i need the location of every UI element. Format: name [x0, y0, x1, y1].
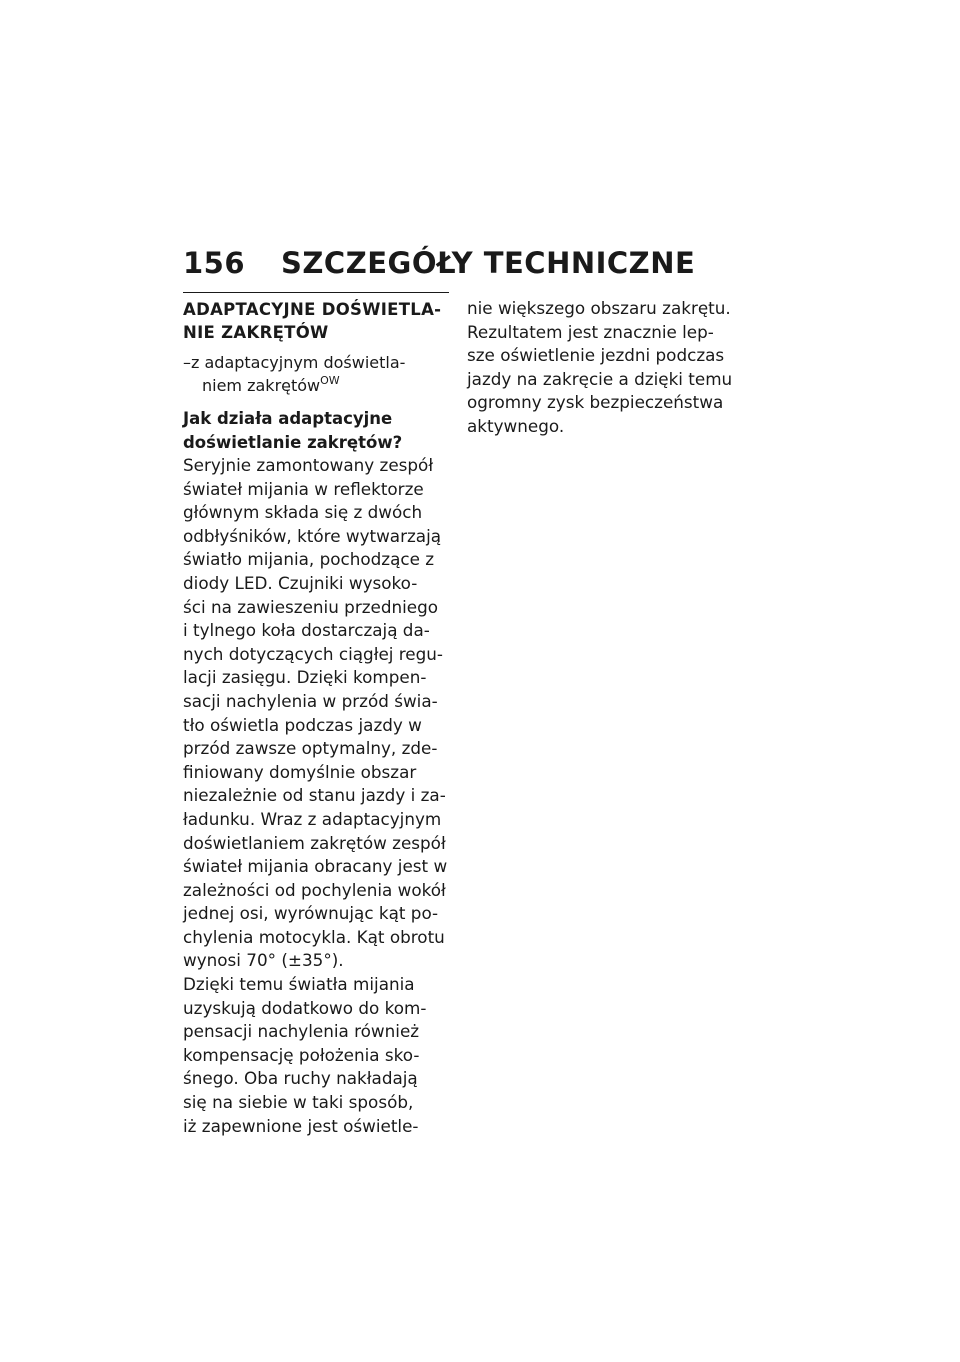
page-number: 156 — [183, 246, 246, 280]
body-line: światło mijania, pochodzące z — [183, 549, 435, 570]
option-code: OW — [320, 374, 340, 387]
body-line: finiowany domyślnie obszar — [183, 761, 417, 782]
body-line: przód zawsze optymalny, zde- — [183, 738, 438, 759]
body-line: Seryjnie zamontowany zespół — [183, 455, 434, 475]
body-line: tło oświetla podczas jazdy w — [183, 714, 422, 735]
equipment-note — [183, 351, 449, 397]
section-title-line: ADAPTACYJNE DOŚWIETLA- — [183, 300, 442, 319]
page-header — [183, 243, 696, 283]
body-line: się na siebie w taki sposób, — [183, 1092, 414, 1113]
body-line: zależności od pochylenia wokół — [183, 879, 446, 900]
body-text-right — [467, 297, 747, 439]
body-line: ści na zawieszeniu przedniego — [183, 596, 439, 617]
body-line: sacji nachylenia w przód świa- — [183, 690, 438, 711]
body-line: iż zapewnione jest oświetle- — [183, 1115, 419, 1136]
body-line: głównym składa się z dwóch — [183, 502, 423, 523]
subheading-line: Jak działa adaptacyjne — [183, 409, 393, 428]
body-line: Dzięki temu światła mijania — [183, 974, 415, 995]
body-line: jednej osi, wyrównując kąt po- — [183, 903, 439, 924]
left-column — [183, 292, 449, 1138]
body-line: kompensację położenia sko- — [183, 1044, 420, 1065]
body-line: jazdy na zakręcie a dzięki temu — [467, 368, 733, 389]
subheading — [183, 407, 449, 454]
body-line: diody LED. Czujniki wysoko- — [183, 572, 418, 593]
equipment-note-line: niem zakrętów — [202, 376, 321, 395]
body-line: nie większego obszaru zakrętu. — [467, 298, 731, 318]
body-line: niezależnie od stanu jazdy i za- — [183, 785, 446, 806]
body-line: doświetlaniem zakrętów zespół — [183, 832, 446, 853]
body-line: aktywnego. — [467, 415, 565, 436]
chapter-title: SZCZEGÓŁY TECHNICZNE — [281, 246, 696, 280]
body-line: pensacji nachylenia również — [183, 1021, 420, 1042]
body-line: świateł mijania w reflektorze — [183, 478, 424, 499]
body-text-left — [183, 454, 449, 1138]
body-line: i tylnego koła dostarczają da- — [183, 620, 430, 641]
body-line: sze oświetlenie jezdni podczas — [467, 345, 725, 366]
body-line: lacji zasięgu. Dzięki kompen- — [183, 667, 427, 688]
body-line: ogromny zysk bezpieczeństwa — [467, 392, 724, 413]
body-line: uzyskują dodatkowo do kom- — [183, 997, 427, 1018]
body-line: odbłyśników, które wytwarzają — [183, 525, 442, 546]
subheading-line: doświetlanie zakrętów? — [183, 432, 403, 452]
body-line: śnego. Oba ruchy nakładają — [183, 1068, 418, 1089]
body-line: ładunku. Wraz z adaptacyjnym — [183, 808, 442, 829]
body-line: świateł mijania obracany jest w — [183, 856, 448, 877]
body-line: nych dotyczących ciągłej regu- — [183, 643, 443, 664]
section-title — [183, 298, 449, 344]
section-title-line: NIE ZAKRĘTÓW — [183, 323, 329, 342]
body-line: chylenia motocykla. Kąt obrotu — [183, 926, 445, 947]
equipment-note-line: –z adaptacyjnym doświetla- — [183, 353, 406, 372]
body-line: wynosi 70° (±35°). — [183, 950, 344, 971]
body-line: Rezultatem jest znacznie lep- — [467, 321, 714, 342]
right-column — [467, 297, 747, 439]
